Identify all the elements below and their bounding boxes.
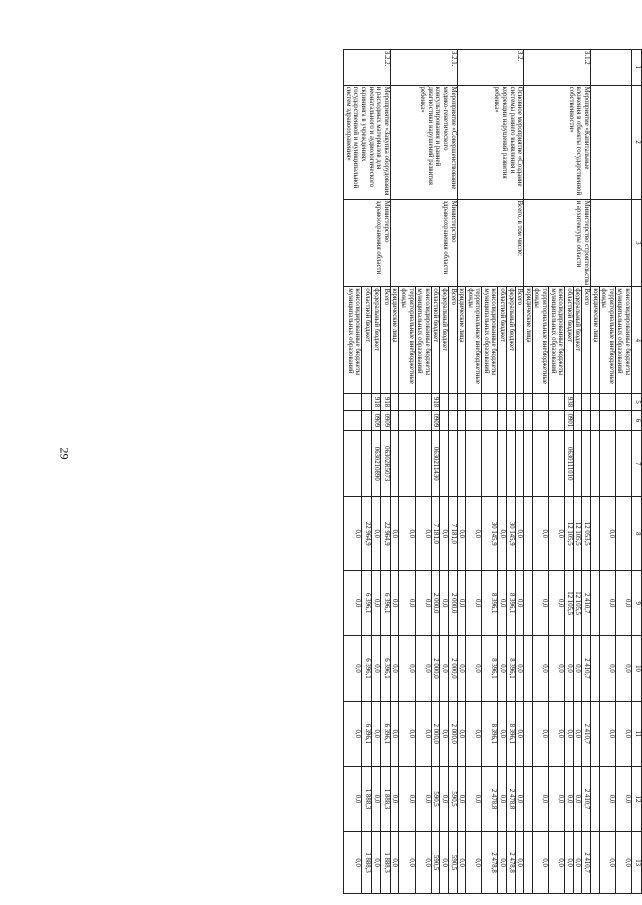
amount-c10: 0,0: [599, 636, 615, 701]
page-number: 29: [57, 447, 72, 460]
amount-c10: 0,0: [549, 636, 565, 701]
amount-c13: 1 888,3: [381, 832, 391, 894]
table-row: [515, 50, 524, 894]
amount-c13: 2 410,7: [582, 832, 591, 894]
row-number: 3.1.2: [524, 50, 591, 86]
budget-code-rz: [344, 410, 362, 430]
table-row: [381, 50, 391, 894]
amount-c9: 0,0: [515, 571, 524, 636]
amount-c10: 0,0: [573, 636, 582, 701]
budget-code-csr: [482, 431, 498, 497]
column-number-header: 3: [632, 199, 642, 287]
column-number-header: 4: [632, 287, 642, 394]
budget-code-grbs: [573, 394, 582, 411]
amount-c13: 1 888,3: [362, 832, 372, 894]
budget-code-rz: [599, 410, 615, 430]
budget-code-csr: [399, 431, 415, 497]
amount-c11: 8 396,1: [482, 701, 498, 766]
budget-code-csr: 06302R5073: [381, 431, 391, 497]
budget-code-grbs: 938: [565, 394, 574, 411]
budget-code-csr: 0630111010: [565, 431, 574, 497]
funding-source: юридические лица: [390, 287, 399, 394]
budget-code-rz: [466, 410, 482, 430]
budget-code-grbs: [498, 394, 507, 411]
amount-c8: 22 964,9: [362, 497, 372, 571]
amount-c11: 2 410,7: [582, 701, 591, 766]
amount-c8: 0,0: [515, 497, 524, 571]
amount-c11: 2 000,0: [431, 701, 440, 766]
amount-c11: 0,0: [532, 701, 548, 766]
amount-c10: 6 396,1: [381, 636, 391, 701]
budget-code-csr: 0630211430: [431, 431, 440, 497]
column-number-header: 8: [632, 497, 642, 571]
budget-code-csr: [591, 431, 600, 497]
amount-c10: 0,0: [344, 636, 362, 701]
budget-code-csr: 0630210890: [371, 431, 381, 497]
amount-c9: 6 396,1: [381, 571, 391, 636]
amount-c13: 590,5: [448, 832, 457, 894]
amount-c12: 0,0: [615, 766, 631, 831]
amount-c9: 0,0: [498, 571, 507, 636]
funding-source: федеральный бюджет: [371, 287, 381, 394]
funding-source: территориальные внебюджетные фонды: [599, 287, 615, 394]
amount-c10: [591, 636, 600, 701]
amount-c8: 30 145,9: [482, 497, 498, 571]
budget-code-grbs: [615, 394, 631, 411]
amount-c9: 2 000,0: [448, 571, 457, 636]
amount-c10: 6 396,1: [362, 636, 372, 701]
budget-code-grbs: [457, 394, 466, 411]
amount-c12: 0,0: [440, 766, 449, 831]
funding-source: Всего: [582, 287, 591, 394]
column-number-header: 10: [632, 636, 642, 701]
amount-c10: 0,0: [457, 636, 466, 701]
amount-c11: 0,0: [599, 701, 615, 766]
measure-name: Мероприятие «Закупка оборудования и расходных материалов для неонатального и аудиологического скрининга в учреждениях государственной и муниципальной систем здравоохранения»: [344, 85, 391, 199]
column-number-header: 6: [632, 410, 642, 430]
column-number-row: [632, 50, 642, 894]
amount-c10: 0,0: [415, 636, 431, 701]
funding-source: территориальные внебюджетные фонды: [466, 287, 482, 394]
budget-code-csr: [466, 431, 482, 497]
amount-c9: 0,0: [532, 571, 548, 636]
budget-code-grbs: [415, 394, 431, 411]
rotated-page: [103, 49, 642, 894]
budget-code-grbs: 918: [431, 394, 440, 411]
budget-code-grbs: [440, 394, 449, 411]
amount-c12: 0,0: [565, 766, 574, 831]
row-number: 3.2.1.: [390, 50, 457, 86]
amount-c11: 0,0: [515, 701, 524, 766]
amount-c13: 2 478,8: [482, 832, 498, 894]
amount-c9: 0,0: [390, 571, 399, 636]
amount-c10: 2 000,0: [448, 636, 457, 701]
amount-c13: 0,0: [573, 832, 582, 894]
table-row: [582, 50, 591, 894]
budget-code-rz: 0909: [381, 410, 391, 430]
amount-c13: 2 478,8: [507, 832, 516, 894]
amount-c9: 0,0: [415, 571, 431, 636]
budget-code-grbs: [582, 394, 591, 411]
budget-code-grbs: [532, 394, 548, 411]
amount-c13: 0,0: [532, 832, 548, 894]
budget-code-csr: [415, 431, 431, 497]
table-body: [344, 50, 632, 894]
amount-c13: 0,0: [390, 832, 399, 894]
amount-c13: 0,0: [615, 832, 631, 894]
amount-c11: 6 396,1: [362, 701, 372, 766]
budget-code-grbs: [448, 394, 457, 411]
amount-c8: 0,0: [371, 497, 381, 571]
amount-c8: 0,0: [390, 497, 399, 571]
budget-code-rz: [482, 410, 498, 430]
funding-source: федеральный бюджет: [440, 287, 449, 394]
budget-code-rz: [457, 410, 466, 430]
amount-c10: 2 410,7: [582, 636, 591, 701]
budget-code-rz: [532, 410, 548, 430]
column-number-header: 11: [632, 701, 642, 766]
amount-c11: [524, 701, 533, 766]
amount-c9: 2 000,0: [431, 571, 440, 636]
financing-table: [343, 49, 642, 894]
funding-source: Всего: [515, 287, 524, 394]
funding-source: консолидированные бюджеты муниципальных образований: [615, 287, 631, 394]
budget-code-grbs: [344, 394, 362, 411]
budget-code-csr: [615, 431, 631, 497]
budget-code-csr: [549, 431, 565, 497]
amount-c12: 0,0: [415, 766, 431, 831]
budget-code-grbs: [599, 394, 615, 411]
budget-code-grbs: [591, 394, 600, 411]
funding-source: Всего: [448, 287, 457, 394]
amount-c10: 0,0: [399, 636, 415, 701]
amount-c9: 0,0: [399, 571, 415, 636]
amount-c13: 590,5: [431, 832, 440, 894]
funding-source: областной бюджет: [498, 287, 507, 394]
amount-c9: 0,0: [440, 571, 449, 636]
budget-code-grbs: [466, 394, 482, 411]
amount-c13: 0,0: [344, 832, 362, 894]
budget-code-csr: [582, 431, 591, 497]
funding-source: консолидированные бюджеты муниципальных образований: [415, 287, 431, 394]
budget-code-rz: [440, 410, 449, 430]
budget-code-rz: [507, 410, 516, 430]
amount-c11: 0,0: [549, 701, 565, 766]
amount-c12: [524, 766, 533, 831]
amount-c11: 0,0: [440, 701, 449, 766]
amount-c8: 0,0: [532, 497, 548, 571]
budget-code-grbs: [515, 394, 524, 411]
amount-c8: 0,0: [466, 497, 482, 571]
amount-c12: [591, 766, 600, 831]
measure-name: [591, 85, 632, 199]
budget-code-csr: [344, 431, 362, 497]
column-number-header: 1: [632, 50, 642, 86]
amount-c9: 6 396,1: [362, 571, 372, 636]
column-number-header: 13: [632, 832, 642, 894]
amount-c12: 0,0: [371, 766, 381, 831]
budget-code-rz: [582, 410, 591, 430]
budget-code-rz: 0909: [431, 410, 440, 430]
amount-c9: [591, 571, 600, 636]
amount-c9: 0,0: [466, 571, 482, 636]
measure-name: Основное мероприятие «Создание системы раннего выявления и коррекции нарушений развития ребенка»: [457, 85, 524, 199]
executor: Министерство здравоохранения области: [344, 199, 391, 287]
amount-c10: 8 396,1: [482, 636, 498, 701]
budget-code-csr: [457, 431, 466, 497]
amount-c11: 0,0: [498, 701, 507, 766]
amount-c11: 0,0: [390, 701, 399, 766]
amount-c10: 8 396,1: [507, 636, 516, 701]
amount-c13: 0,0: [371, 832, 381, 894]
budget-code-csr: [515, 431, 524, 497]
amount-c12: 2 478,8: [507, 766, 516, 831]
budget-code-rz: [549, 410, 565, 430]
amount-c12: 2 410,7: [582, 766, 591, 831]
amount-c9: 0,0: [599, 571, 615, 636]
amount-c10: [524, 636, 533, 701]
budget-code-grbs: 918: [371, 394, 381, 411]
column-number-header: 9: [632, 571, 642, 636]
amount-c8: 0,0: [399, 497, 415, 571]
measure-name: Мероприятие «Капитальные вложения в объекты государственной собственности»: [524, 85, 591, 199]
amount-c9: 0,0: [549, 571, 565, 636]
executor: Министерство здравоохранения области: [390, 199, 457, 287]
budget-code-grbs: [507, 394, 516, 411]
funding-source: юридические лица: [524, 287, 533, 394]
amount-c10: 0,0: [440, 636, 449, 701]
funding-source: областной бюджет: [431, 287, 440, 394]
amount-c13: [524, 832, 533, 894]
executor: Министерство строительства и архитектуры области: [524, 199, 591, 287]
amount-c13: 0,0: [565, 832, 574, 894]
funding-source: Всего: [381, 287, 391, 394]
amount-c12: 0,0: [390, 766, 399, 831]
budget-code-csr: [448, 431, 457, 497]
amount-c12: 1 888,3: [381, 766, 391, 831]
amount-c8: 7 181,0: [448, 497, 457, 571]
amount-c13: 0,0: [415, 832, 431, 894]
amount-c12: 0,0: [498, 766, 507, 831]
budget-code-rz: [498, 410, 507, 430]
column-number-header: 12: [632, 766, 642, 831]
amount-c11: 0,0: [344, 701, 362, 766]
amount-c10: 2 000,0: [431, 636, 440, 701]
amount-c9: 0,0: [615, 571, 631, 636]
amount-c13: 0,0: [599, 832, 615, 894]
amount-c8: 30 145,9: [507, 497, 516, 571]
funding-source: федеральный бюджет: [507, 287, 516, 394]
row-number: 3.2.: [457, 50, 524, 86]
row-number: 3.2.2.: [344, 50, 391, 86]
amount-c9: 12 105,5: [565, 571, 574, 636]
amount-c8: [524, 497, 533, 571]
amount-c8: 0,0: [599, 497, 615, 571]
amount-c9: 2 410,7: [582, 571, 591, 636]
amount-c12: 0,0: [573, 766, 582, 831]
funding-source: федеральный бюджет: [573, 287, 582, 394]
amount-c11: 2 000,0: [448, 701, 457, 766]
budget-code-csr: [390, 431, 399, 497]
amount-c13: 0,0: [515, 832, 524, 894]
budget-code-rz: 0909: [371, 410, 381, 430]
budget-code-grbs: [362, 394, 372, 411]
amount-c11: 0,0: [466, 701, 482, 766]
amount-c12: 590,5: [448, 766, 457, 831]
amount-c8: 0,0: [440, 497, 449, 571]
table-row: [448, 50, 457, 894]
budget-code-grbs: 918: [381, 394, 391, 411]
amount-c9: 12 105,5: [573, 571, 582, 636]
amount-c9: 0,0: [457, 571, 466, 636]
amount-c11: 0,0: [415, 701, 431, 766]
budget-code-grbs: [549, 394, 565, 411]
budget-code-grbs: [482, 394, 498, 411]
amount-c13: 0,0: [466, 832, 482, 894]
budget-code-csr: [362, 431, 372, 497]
funding-source: областной бюджет: [565, 287, 574, 394]
amount-c10: 0,0: [371, 636, 381, 701]
amount-c12: 2 478,8: [482, 766, 498, 831]
budget-code-rz: [399, 410, 415, 430]
executor: Всего, в том числе:: [457, 199, 524, 287]
budget-code-csr: [524, 431, 533, 497]
amount-c9: 8 396,1: [507, 571, 516, 636]
amount-c11: 6 396,1: [381, 701, 391, 766]
amount-c12: 1 888,3: [362, 766, 372, 831]
amount-c13: 0,0: [549, 832, 565, 894]
amount-c13: 0,0: [498, 832, 507, 894]
budget-code-rz: [415, 410, 431, 430]
amount-c12: 0,0: [599, 766, 615, 831]
table-row: [615, 50, 631, 894]
funding-source: консолидированные бюджеты муниципальных образований: [482, 287, 498, 394]
budget-code-csr: [507, 431, 516, 497]
amount-c8: 0,0: [415, 497, 431, 571]
amount-c9: [524, 571, 533, 636]
amount-c11: 0,0: [371, 701, 381, 766]
row-number: [591, 50, 632, 86]
budget-code-rz: [390, 410, 399, 430]
amount-c8: 0,0: [498, 497, 507, 571]
amount-c9: 0,0: [344, 571, 362, 636]
executor: [591, 199, 632, 287]
budget-code-rz: [362, 410, 372, 430]
funding-source: консолидированные бюджеты муниципальных образований: [549, 287, 565, 394]
amount-c12: 0,0: [344, 766, 362, 831]
amount-c12: 590,5: [431, 766, 440, 831]
amount-c8: [591, 497, 600, 571]
amount-c12: 0,0: [466, 766, 482, 831]
funding-source: консолидированные бюджеты муниципальных образований: [344, 287, 362, 394]
funding-source: территориальные внебюджетные фонды: [532, 287, 548, 394]
budget-code-csr: [440, 431, 449, 497]
budget-code-csr: [573, 431, 582, 497]
amount-c12: 0,0: [532, 766, 548, 831]
amount-c10: 0,0: [565, 636, 574, 701]
amount-c8: 0,0: [344, 497, 362, 571]
amount-c13: 0,0: [457, 832, 466, 894]
amount-c8: [615, 497, 631, 571]
amount-c11: 0,0: [573, 701, 582, 766]
amount-c8: 12 105,5: [565, 497, 574, 571]
amount-c8: 0,0: [457, 497, 466, 571]
amount-c10: 0,0: [466, 636, 482, 701]
budget-code-rz: [615, 410, 631, 430]
funding-source: юридические лица: [457, 287, 466, 394]
budget-code-csr: [498, 431, 507, 497]
amount-c12: 0,0: [549, 766, 565, 831]
funding-source: областной бюджет: [362, 287, 372, 394]
amount-c13: [591, 832, 600, 894]
budget-code-grbs: [524, 394, 533, 411]
amount-c8: 7 181,0: [431, 497, 440, 571]
amount-c8: 12 105,5: [573, 497, 582, 571]
amount-c12: 0,0: [457, 766, 466, 831]
funding-source: территориальные внебюджетные фонды: [399, 287, 415, 394]
column-number-header: 7: [632, 431, 642, 497]
amount-c11: 0,0: [615, 701, 631, 766]
budget-code-rz: [591, 410, 600, 430]
amount-c12: 0,0: [515, 766, 524, 831]
budget-code-rz: [515, 410, 524, 430]
budget-code-csr: [599, 431, 615, 497]
column-number-header: 5: [632, 394, 642, 411]
amount-c8: 0,0: [549, 497, 565, 571]
amount-c11: 0,0: [565, 701, 574, 766]
amount-c9: 0,0: [371, 571, 381, 636]
column-number-header: 2: [632, 85, 642, 199]
amount-c13: 0,0: [399, 832, 415, 894]
budget-code-rz: [524, 410, 533, 430]
budget-code-rz: 0901: [565, 410, 574, 430]
amount-c10: 0,0: [515, 636, 524, 701]
amount-c12: 0,0: [399, 766, 415, 831]
measure-name: Мероприятие «Совершенствование медико-генетического консультирования и ранней диагностики нарушений развития ребенка»: [390, 85, 457, 199]
amount-c9: 8 396,1: [482, 571, 498, 636]
amount-c10: 0,0: [498, 636, 507, 701]
amount-c10: 0,0: [390, 636, 399, 701]
amount-c10: 0,0: [532, 636, 548, 701]
amount-c8: 12 053,5: [582, 497, 591, 571]
budget-code-grbs: [390, 394, 399, 411]
funding-source: юридические лица: [591, 287, 600, 394]
budget-code-grbs: [399, 394, 415, 411]
budget-code-rz: [448, 410, 457, 430]
amount-c13: 0,0: [440, 832, 449, 894]
amount-c8: 22 964,9: [381, 497, 391, 571]
amount-c11: 8 396,1: [507, 701, 516, 766]
amount-c11: 0,0: [457, 701, 466, 766]
budget-code-rz: [573, 410, 582, 430]
amount-c11: [591, 701, 600, 766]
amount-c11: 0,0: [399, 701, 415, 766]
budget-code-csr: [532, 431, 548, 497]
amount-c10: 0,0: [615, 636, 631, 701]
